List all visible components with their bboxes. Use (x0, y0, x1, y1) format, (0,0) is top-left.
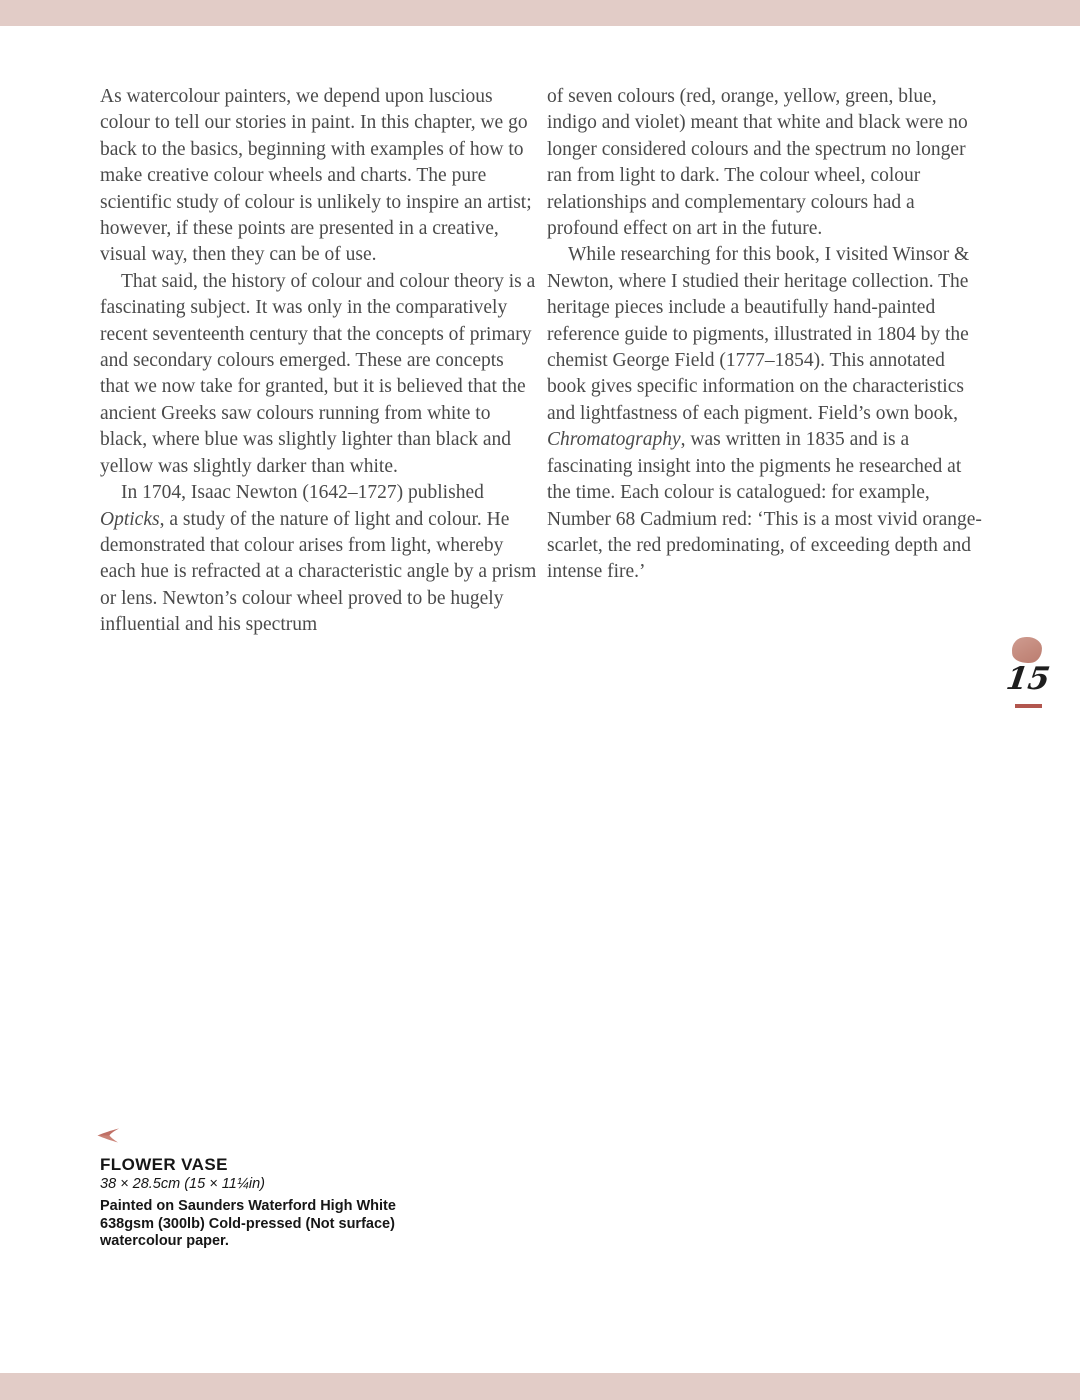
body-paragraph: In 1704, Isaac Newton (1642–1727) published Opticks, a study of the nature of light and colour. He demonstrated that colour arises from light, whereby each hue is refracted at a characteristic angle by a prism or lens. Newton’s colour wheel proved to be hugely influential and his spectrum (100, 482, 537, 636)
page-top-accent-bar (0, 0, 1080, 26)
caption-description-line: Painted on Saunders Waterford High White (100, 1198, 396, 1214)
body-text-left-column (100, 84, 537, 639)
caption-title: FLOWER VASE (100, 1155, 228, 1174)
caption-description-line: watercolour paper. (100, 1233, 229, 1250)
body-paragraph: That said, the history of colour and colour theory is a fascinating subject. It was only in the comparatively recent seventeenth century that the concepts of primary and secondary colours emerged. These are concepts that we now take for granted, but it is believed that the ancient Greeks saw colours running from white to black, where blue was slightly lighter than black and yellow was slightly darker than white. (100, 270, 536, 477)
caption-dimensions: 38 × 28.5cm (15 × 11¼in) (100, 1176, 265, 1192)
body-text-right-column (547, 84, 984, 586)
caption-description (100, 1198, 396, 1251)
caption-description-line: 638gsm (300lb) Cold-pressed (Not surface) (100, 1215, 395, 1232)
page-number: 15 (1003, 661, 1053, 697)
left-arrow-icon (97, 1128, 119, 1143)
body-paragraph: of seven colours (red, orange, yellow, green, blue, indigo and violet) meant that white and black were no longer considered colours and the spectrum no longer ran from light to dark. The colour wheel, colour relationships and complementary colours had a profound effect on art in the future. (547, 86, 968, 240)
body-paragraph: As watercolour painters, we depend upon luscious colour to tell our stories in paint. In this chapter, we go back to the basics, beginning with examples of how to make creative colour wheels and charts. The pure scientific study of colour is unlikely to inspire an artist; however, if these points are presented in a creative, visual way, then they can be of use. (100, 86, 532, 266)
page-bottom-accent-bar (0, 1373, 1080, 1400)
page-number-rule (1015, 704, 1042, 708)
body-paragraph: While researching for this book, I visited Winsor & Newton, where I studied their heritage collection. The heritage pieces include a beautifully hand-painted reference guide to pigments, illustrated in 1804 by the chemist George Field (1777–1854). This annotated book gives specific information on the characteristics and lightfastness of each pigment. Field’s own book, Chromatography, was written in 1835 and is a fascinating insight into the pigments he researched at the time. Each colour is catalogued: for example, Number 68 Cadmium red: ‘This is a most vivid orange-scarlet, the red predominating, of exceeding depth and intense fire.’ (547, 244, 982, 583)
